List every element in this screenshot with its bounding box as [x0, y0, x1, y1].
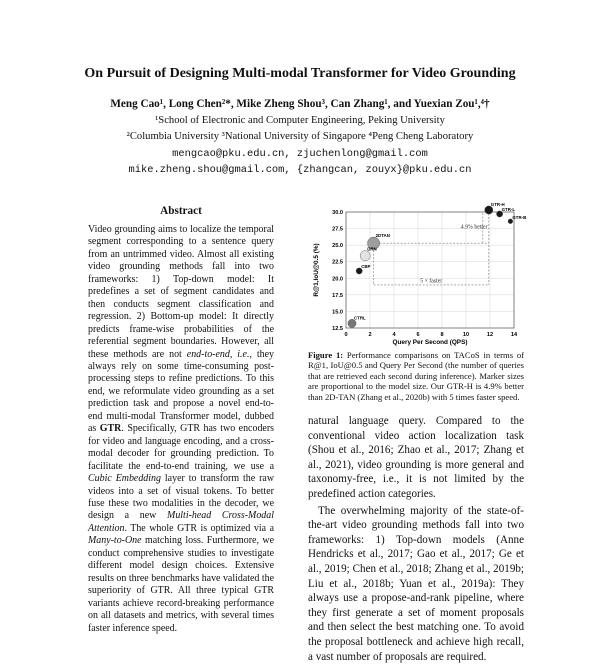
performance-scatter-chart	[308, 202, 527, 346]
abstract-text: . Specifically, GTR has two encoders for video and language encoding, and a cross-modal decoder for grounding prediction. To facilitate the end-to-end training, we use a	[88, 423, 274, 472]
y-tick-label: 22.5	[332, 259, 343, 266]
abstract-text: Many-to-One	[88, 535, 142, 547]
abstract-text: end-to-end	[186, 348, 230, 360]
data-point-gtr-h	[485, 206, 493, 214]
x-tick-label: 12	[486, 332, 494, 338]
figure-caption	[308, 350, 524, 402]
affiliation-line-2: ²Columbia University ³National University of Singapore ⁴Peng Cheng Laboratory	[126, 131, 474, 142]
body-paragraph: natural language query. Compared to the conventional video action localization task (Shou et al., 2016; Zhao et al., 2017; Zhang et al., 2021), video grounding is more general and taxonomy-free, i.e., it is not limited by the predefined action categories.	[308, 415, 524, 500]
email-line-1: mengcao@pku.edu.cn, zjuchenlong@gmail.com	[172, 148, 428, 160]
abstract-text: . The whole GTR is optimized via a	[124, 522, 274, 534]
x-tick-label: 2	[368, 332, 372, 338]
y-tick-label: 12.5	[332, 326, 343, 332]
author-list: Meng Cao¹, Long Chen²*, Mike Zheng Shou³, Can Zhang¹, and Yuexian Zou¹,⁴†	[110, 98, 490, 110]
body-paragraph: The overwhelming majority of the state-of-the-art video grounding methods fall into two frameworks: 1) Top-down models (Anne Hendricks et al., 2017; Gao et al., 2017; Ge et al., 2019; Chen et al., 2018; Zhang et al., 2019b; Liu et al., 2018b; Yuan et al., 2019a): They always use a propose-and-rank pipeline, where they first generate a set of moment proposals and then select the best matching one. To avoid the proposal bottleneck and achieve high recall, a vast number of proposals are required.	[308, 504, 524, 663]
abstract-body	[88, 224, 275, 634]
x-tick-label: 0	[344, 332, 348, 338]
abstract-text: GTR	[99, 423, 122, 435]
abstract-text: Cubic Embedding	[88, 473, 161, 485]
data-point-ctrl	[348, 319, 356, 327]
right-column-body	[308, 414, 524, 663]
annotation-label: 5 × faster	[420, 278, 443, 285]
x-tick-label: 6	[416, 332, 420, 338]
abstract-text: Video grounding aims to localize the temporal segment corresponding to a sentence query from an untrimmed video. Almost all existing video grounding methods fall into two frameworks: 1) Top-down model: It predefines a set of segment candidates and then conducts segment classification and regression. 2) Bottom-up model: It directly predicts frame-wise probabilities of the referential segment boundaries. However, all these methods are not	[88, 224, 274, 360]
paper-title: On Pursuit of Designing Multi-modal Transformer for Video Grounding	[84, 66, 516, 81]
data-point-label: CTRL	[354, 315, 366, 321]
affiliation-line-1: ¹School of Electronic and Computer Engineering, Peking University	[155, 115, 445, 126]
abstract-text: Multi-head Cross-Modal Attention	[88, 510, 274, 534]
x-tick-label: 8	[440, 332, 444, 338]
x-axis-label: Query Per Second (QPS)	[392, 339, 468, 346]
data-point-drn	[360, 251, 370, 261]
figure-caption-text: Performance comparisons on TACoS in terms of R@1, IoU@0.5 and Query Per Second (the number of queries that are retrieved each second during inference). Marker sizes are proportional to the model size. Our GTR-H is 4.9% better than 2D-TAN (Zhang et al., 2020b) with 5 times faster speed.	[308, 350, 524, 402]
x-tick-label: 10	[462, 332, 470, 338]
y-tick-label: 20.0	[332, 276, 343, 283]
abstract-text: i.e.	[237, 348, 250, 360]
y-tick-label: 25.0	[332, 243, 343, 250]
data-point-label: 2DTAN	[375, 233, 390, 239]
abstract-heading: Abstract	[160, 205, 202, 217]
data-point-label: DRN	[367, 246, 377, 252]
y-tick-label: 27.5	[332, 226, 343, 233]
data-point-label: GTR-H	[490, 202, 505, 208]
figure-caption-label: Figure 1:	[308, 350, 344, 360]
y-tick-label: 30.0	[332, 210, 343, 216]
annotation-label: 4.9% better	[460, 224, 488, 231]
y-tick-label: 17.5	[332, 292, 343, 299]
x-tick-label: 14	[510, 332, 518, 338]
email-line-2: mike.zheng.shou@gmail.com, {zhangcan, zouyx}@pku.edu.cn	[128, 164, 472, 176]
x-tick-label: 4	[392, 332, 396, 338]
data-point-label: GTR-B	[512, 215, 527, 221]
y-tick-label: 15.0	[332, 309, 343, 316]
abstract-text: , they always rely on some time-consuming post-processing steps to refine predictions. To this end, we reformulate video grounding as a set prediction task and propose a novel end-to-end multi-modal Transformer model, dubbed as	[88, 348, 274, 435]
data-point-label: GTR-L	[501, 206, 516, 212]
y-axis-label: R@1,IoU@0.5 (%)	[313, 243, 320, 297]
abstract-text: matching loss. Furthermore, we conduct comprehensive studies to investigate different model design choices. Extensive results on three benchmarks have validated the superiority of GTR. All three typical GTR variants achieve record-breaking performance on all datasets and metrics, with several times faster inference speed.	[88, 535, 274, 634]
data-point-label: CBP	[361, 263, 371, 269]
abstract-text: ,	[229, 348, 238, 360]
abstract-text: layer to transform the raw videos into a set of visual tokens. To better fuse these two modalities in the decoder, we design a new	[88, 473, 275, 522]
